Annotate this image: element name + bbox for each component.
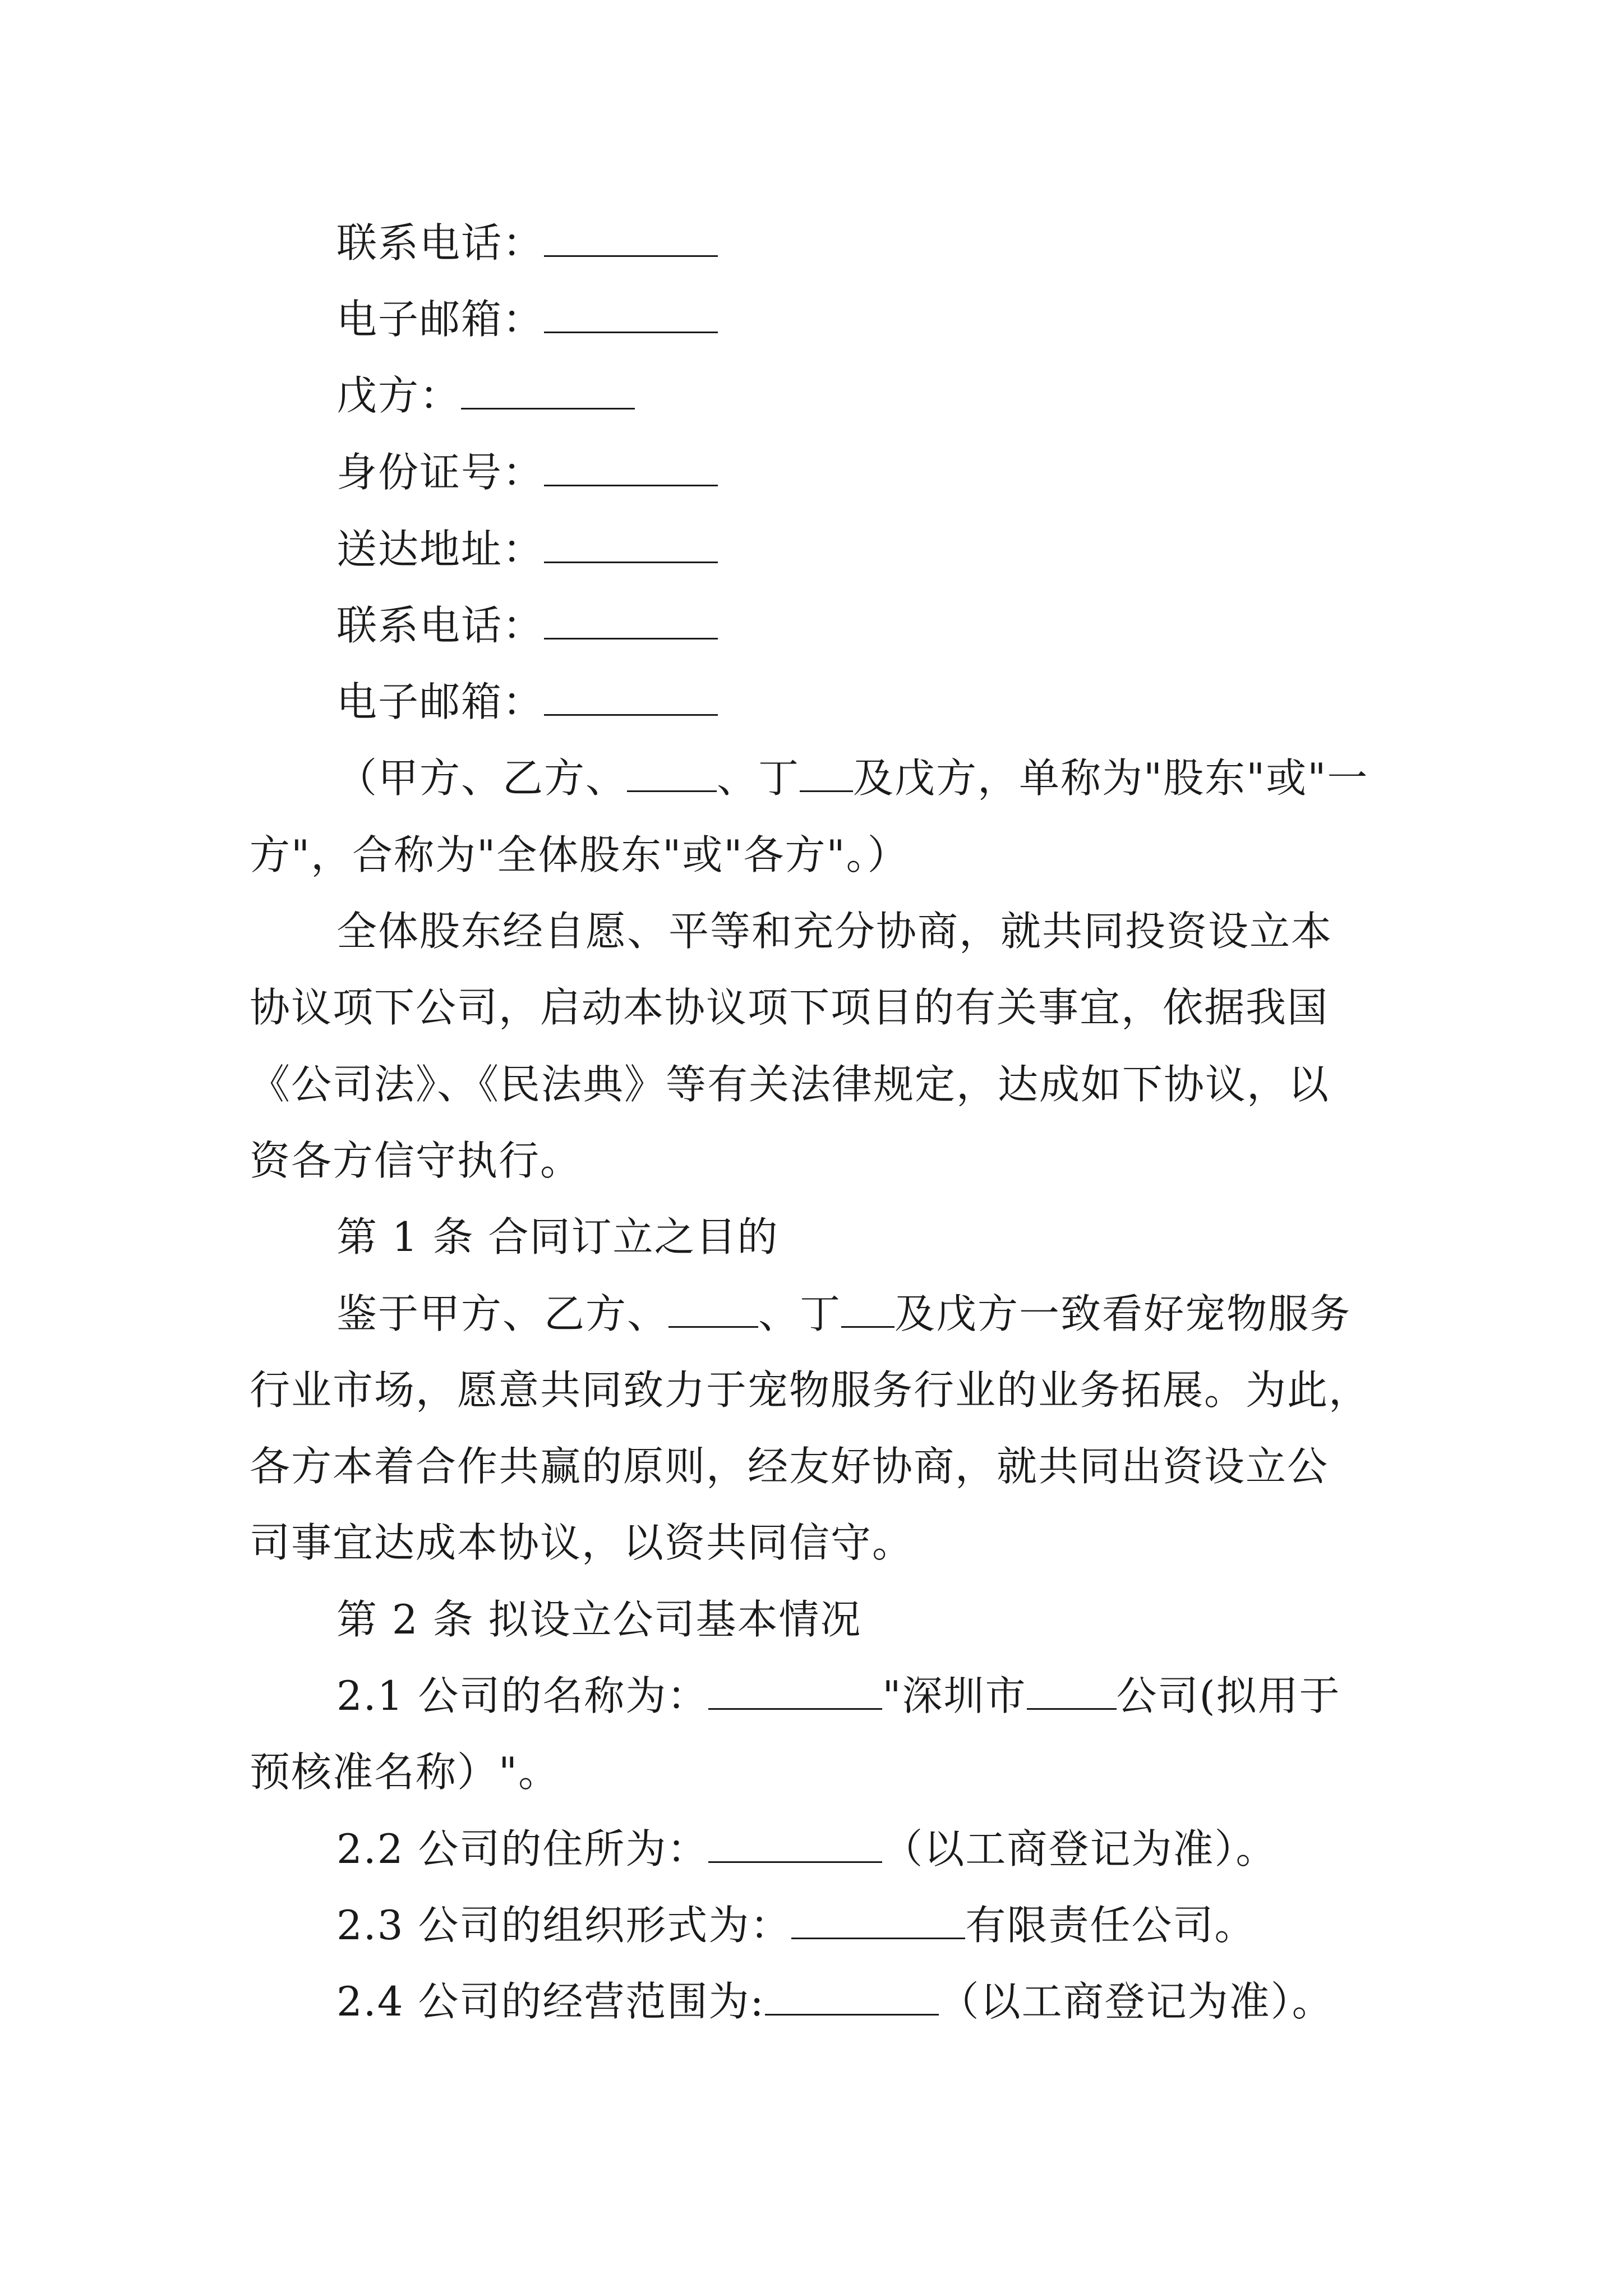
article-text: 公司(拟用于 xyxy=(1116,1672,1341,1719)
company-name-blank xyxy=(708,1674,882,1710)
parties-note-text: 、丁 xyxy=(717,754,800,802)
party-c-blank xyxy=(668,1292,758,1328)
article-text: 、丁 xyxy=(758,1290,842,1337)
party-e-label: 戊方： xyxy=(336,372,462,419)
article-text: 2.2 公司的住所为： xyxy=(336,1825,709,1872)
phone-blank xyxy=(544,222,718,257)
preamble-text: 资各方信守执行。 xyxy=(250,1137,582,1184)
article-text: （以工商登记为准）。 xyxy=(882,1825,1278,1872)
party-e-address-label: 送达地址： xyxy=(336,526,545,573)
article-2-item-4 xyxy=(336,1973,1334,2030)
party-e-email-row xyxy=(336,674,718,730)
article-2-item-2 xyxy=(336,1821,1277,1877)
parties-note-text: （甲方、乙方、 xyxy=(336,754,628,802)
party-c-blank xyxy=(627,757,717,792)
article-2-item-1-line-2 xyxy=(250,1744,560,1800)
party-e-phone-row xyxy=(336,597,718,654)
party-e-phone-blank xyxy=(544,604,718,639)
article-heading: 第 2 条 拟设立公司基本情况 xyxy=(336,1596,862,1643)
article-text: 有限责任公司。 xyxy=(965,1902,1256,1949)
article-1-line-1 xyxy=(336,1286,1351,1342)
party-e-address-blank xyxy=(544,528,718,563)
parties-note-line-2 xyxy=(250,827,909,883)
parties-note-text: 及戊方，单称为"股东"或"一 xyxy=(853,754,1369,802)
article-1-title xyxy=(336,1209,778,1265)
company-address-blank xyxy=(708,1828,882,1863)
article-text: （以工商登记为准）。 xyxy=(938,1978,1334,2025)
company-name-blank-2 xyxy=(1027,1674,1117,1710)
party-e-row xyxy=(336,367,635,424)
company-form-blank xyxy=(791,1904,965,1939)
preamble-line-4 xyxy=(250,1133,582,1189)
article-2-title xyxy=(336,1591,861,1648)
phone-field-row xyxy=(336,215,718,271)
article-text: 行业市场，愿意共同致力于宠物服务行业的业务拓展。为此， xyxy=(250,1366,1371,1414)
preamble-text: 全体股东经自愿、平等和充分协商，就共同投资设立本 xyxy=(336,908,1333,955)
article-text: 司事宜达成本协议，以资共同信守。 xyxy=(250,1519,914,1566)
party-e-phone-label: 联系电话： xyxy=(336,602,545,649)
article-text: 预核准名称）"。 xyxy=(250,1749,560,1796)
article-text: 鉴于甲方、乙方、 xyxy=(336,1290,669,1337)
article-text: 2.1 公司的名称为： xyxy=(336,1672,709,1719)
business-scope-blank xyxy=(765,1980,939,2016)
parties-note-text: 方"，合称为"全体股东"或"各方"。） xyxy=(250,831,909,878)
parties-note-line-1 xyxy=(336,750,1368,806)
article-heading: 第 1 条 合同订立之目的 xyxy=(336,1213,779,1260)
email-field-row xyxy=(336,291,718,347)
article-text: 2.3 公司的组织形式为： xyxy=(336,1902,792,1949)
party-e-id-blank xyxy=(544,451,718,486)
party-e-email-blank xyxy=(544,680,718,716)
article-2-item-1 xyxy=(336,1668,1341,1724)
preamble-text: 《公司法》、《民法典》等有关法律规定，达成如下协议，以 xyxy=(250,1061,1330,1108)
email-label: 电子邮箱： xyxy=(336,296,545,343)
party-e-id-row xyxy=(336,444,718,500)
phone-label: 联系电话： xyxy=(336,219,545,266)
party-e-address-row xyxy=(336,521,718,577)
party-e-id-label: 身份证号： xyxy=(336,449,545,496)
preamble-line-2 xyxy=(250,979,1329,1036)
article-text: 及戊方一致看好宠物服务 xyxy=(895,1290,1352,1337)
preamble-line-3 xyxy=(250,1056,1330,1112)
article-text: 各方本着合作共赢的原则，经友好协商，就共同出资设立公 xyxy=(250,1443,1329,1490)
article-text: 2.4 公司的经营范围为: xyxy=(336,1978,765,2025)
preamble-line-1 xyxy=(336,903,1332,959)
party-d-blank xyxy=(800,757,853,792)
article-1-line-3 xyxy=(250,1438,1329,1494)
party-e-blank xyxy=(461,374,635,409)
email-blank xyxy=(544,298,718,333)
party-e-email-label: 电子邮箱： xyxy=(336,678,545,725)
article-1-line-2 xyxy=(250,1362,1370,1418)
article-text: "深圳市 xyxy=(882,1672,1027,1719)
preamble-text: 协议项下公司，启动本协议项下项目的有关事宜，依据我国 xyxy=(250,984,1329,1031)
party-d-blank xyxy=(841,1292,895,1328)
article-1-line-4 xyxy=(250,1515,914,1571)
article-2-item-3 xyxy=(336,1897,1256,1953)
